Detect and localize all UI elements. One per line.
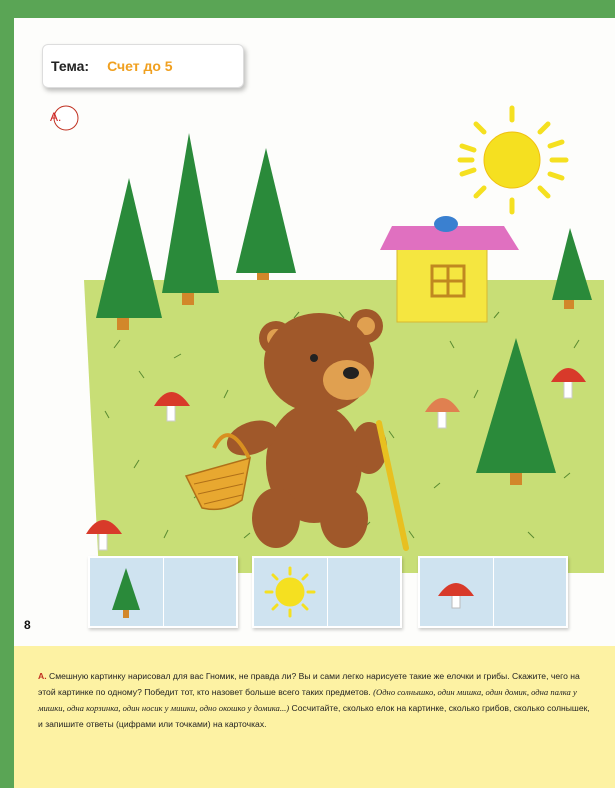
tree-1 xyxy=(96,178,162,330)
tree-icon xyxy=(90,558,162,626)
task-text-box xyxy=(14,646,615,788)
tree-3 xyxy=(236,148,296,280)
task-paragraph xyxy=(38,668,595,732)
topic-label: Тема: xyxy=(51,58,90,74)
task-text-1: Смешную картинку нарисовал для вас Гномик, не правда ли? Вы и сами легко нарисуете такие же елочки и грибы. Скажите, чего на этой картинке по одному? Победит тот, кто назовет больше всего таких предметов. xyxy=(38,671,580,697)
page-number: 8 xyxy=(24,618,31,632)
card-answer-field[interactable] xyxy=(494,558,567,626)
section-letter: А. xyxy=(50,110,62,124)
sun-icon xyxy=(254,558,326,626)
mushroom-icon xyxy=(420,558,492,626)
answer-card-trees xyxy=(88,556,238,628)
sun xyxy=(460,108,566,212)
answer-card-mushrooms xyxy=(418,556,568,628)
card-picture xyxy=(420,558,494,626)
illustration xyxy=(14,18,615,638)
tree-4 xyxy=(552,228,592,309)
topic-title: Счет до 5 xyxy=(107,58,173,74)
card-picture xyxy=(90,558,164,626)
task-lead: А. xyxy=(38,671,47,681)
workbook-page xyxy=(14,18,615,788)
task-hint: (Одно солнышко, один мишка, один домик, одна палка у мишки, одна корзинка, один носик у мишки, одно окошко у домика...) xyxy=(38,687,577,713)
tree-2 xyxy=(162,133,219,305)
card-picture xyxy=(254,558,328,626)
answer-card-suns xyxy=(252,556,402,628)
card-answer-field[interactable] xyxy=(164,558,237,626)
card-answer-field[interactable] xyxy=(328,558,401,626)
task-text-2: Сосчитайте, сколько елок на картинке, сколько грибов, сколько солнышек, и запишите ответы (цифрами или точками) на карточках. xyxy=(38,703,590,729)
